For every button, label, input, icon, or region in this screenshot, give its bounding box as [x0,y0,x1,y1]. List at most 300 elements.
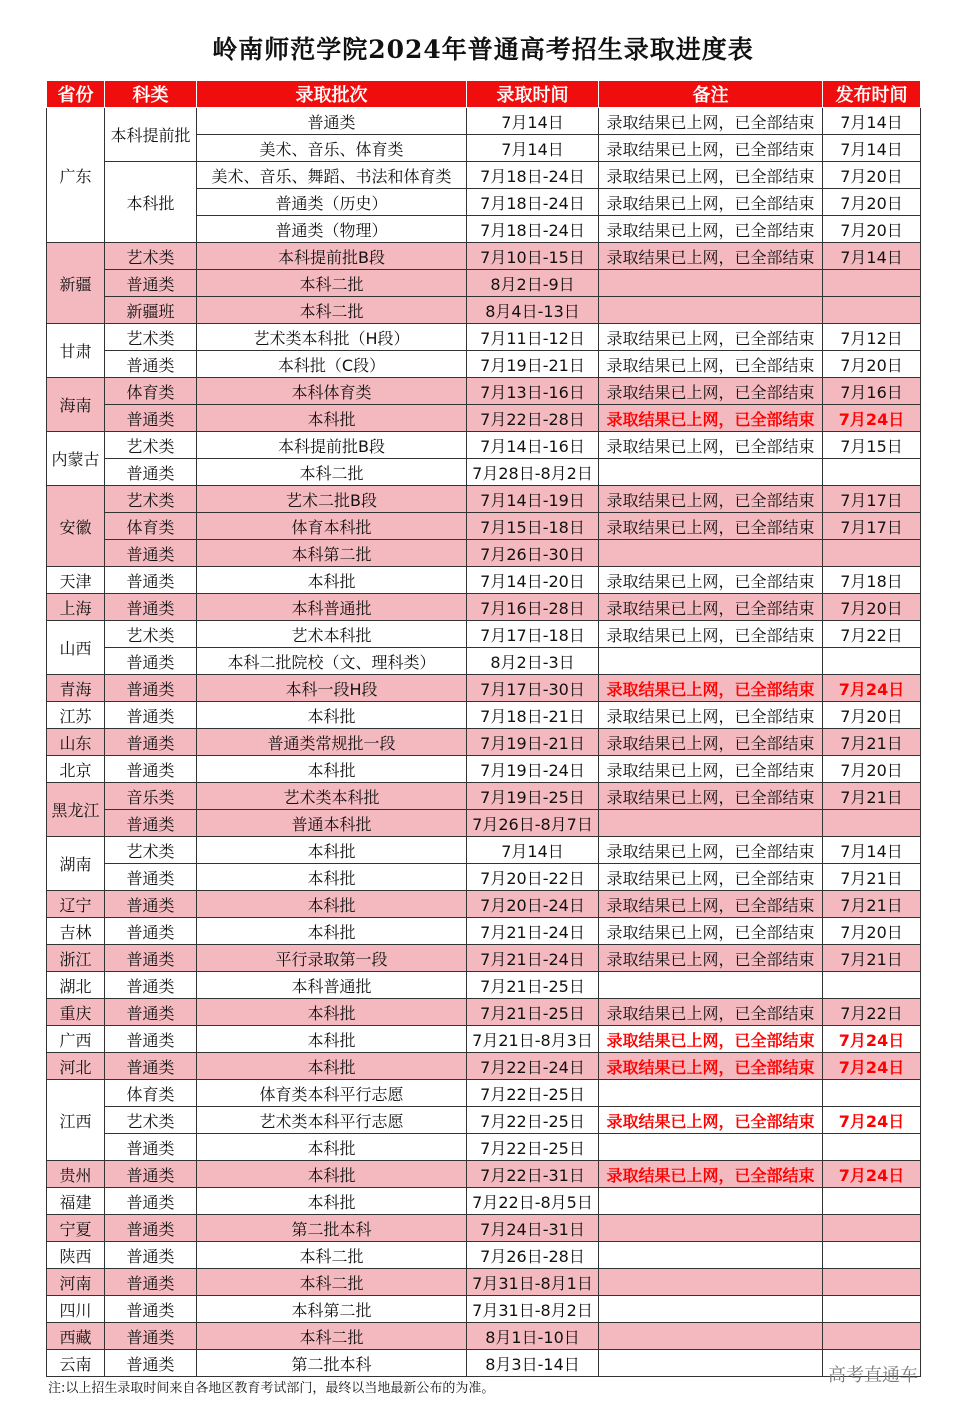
province-cell: 重庆 [47,999,105,1026]
time-cell: 7月22日-31日 [467,1161,599,1188]
remark-cell: 录取结果已上网，已全部结束 [599,999,823,1026]
remark-cell: 录取结果已上网，已全部结束 [599,891,823,918]
publish-time-cell: 7月24日 [823,405,921,432]
remark-cell [599,270,823,297]
publish-time-cell: 7月18日 [823,567,921,594]
province-cell: 陕西 [47,1242,105,1269]
remark-cell: 录取结果已上网，已全部结束 [599,108,823,135]
province-cell: 内蒙古 [47,432,105,486]
batch-cell: 第二批本科 [197,1215,467,1242]
remark-cell: 录取结果已上网，已全部结束 [599,837,823,864]
table-row [47,351,921,378]
publish-time-cell [823,459,921,486]
remark-cell [599,1269,823,1296]
category-cell: 艺术类 [105,621,197,648]
publish-time-cell: 7月12日 [823,324,921,351]
publish-time-cell: 7月20日 [823,216,921,243]
time-cell: 7月26日-8月7日 [467,810,599,837]
remark-cell [599,1242,823,1269]
remark-cell: 录取结果已上网，已全部结束 [599,162,823,189]
category-cell: 艺术类 [105,1107,197,1134]
time-cell: 7月14日 [467,135,599,162]
time-cell: 7月19日-25日 [467,783,599,810]
publish-time-cell: 7月22日 [823,999,921,1026]
table-row [47,810,921,837]
category-cell: 体育类 [105,1080,197,1107]
remark-cell: 录取结果已上网，已全部结束 [599,324,823,351]
batch-cell: 体育本科批 [197,513,467,540]
table-row [47,297,921,324]
time-cell: 7月19日-21日 [467,729,599,756]
category-cell: 普通类 [105,567,197,594]
publish-time-cell [823,1215,921,1242]
table-row [47,729,921,756]
footnote: 注:以上招生录取时间来自各地区教育考试部门，最终以当地最新公布的为准。 [48,1381,495,1396]
header-remark: 备注 [599,81,823,108]
publish-time-cell: 7月20日 [823,189,921,216]
header-batch: 录取批次 [197,81,467,108]
province-cell: 贵州 [47,1161,105,1188]
batch-cell: 美术、音乐、体育类 [197,135,467,162]
batch-cell: 本科批 [197,864,467,891]
time-cell: 7月16日-28日 [467,594,599,621]
batch-cell: 本科批 [197,405,467,432]
batch-cell: 本科普通批 [197,972,467,999]
batch-cell: 本科一段H段 [197,675,467,702]
batch-cell: 本科批 [197,999,467,1026]
table-row [47,567,921,594]
time-cell: 7月20日-24日 [467,891,599,918]
table-row [47,972,921,999]
time-cell: 7月24日-31日 [467,1215,599,1242]
remark-cell [599,1296,823,1323]
batch-cell: 本科批 [197,702,467,729]
time-cell: 7月10日-15日 [467,243,599,270]
batch-cell: 本科批 [197,1188,467,1215]
remark-cell [599,459,823,486]
time-cell: 7月21日-25日 [467,999,599,1026]
publish-time-cell [823,1269,921,1296]
remark-cell [599,1215,823,1242]
province-cell: 安徽 [47,486,105,567]
publish-time-cell [823,297,921,324]
table-row [47,891,921,918]
batch-cell: 本科批 [197,918,467,945]
category-cell: 艺术类 [105,324,197,351]
category-cell: 普通类 [105,1161,197,1188]
time-cell: 7月22日-25日 [467,1134,599,1161]
time-cell: 7月26日-28日 [467,1242,599,1269]
category-cell: 普通类 [105,756,197,783]
batch-cell: 本科二批 [197,1323,467,1350]
time-cell: 7月17日-18日 [467,621,599,648]
publish-time-cell: 7月15日 [823,432,921,459]
time-cell: 7月11日-12日 [467,324,599,351]
category-cell: 普通类 [105,459,197,486]
publish-time-cell: 7月24日 [823,1107,921,1134]
remark-cell: 录取结果已上网，已全部结束 [599,189,823,216]
category-cell: 音乐类 [105,783,197,810]
time-cell: 7月18日-24日 [467,216,599,243]
batch-cell: 本科普通批 [197,594,467,621]
province-cell: 福建 [47,1188,105,1215]
batch-cell: 本科批 [197,1134,467,1161]
province-cell: 甘肃 [47,324,105,378]
time-cell: 7月18日-24日 [467,189,599,216]
batch-cell: 本科批（C段） [197,351,467,378]
remark-cell [599,1188,823,1215]
remark-cell [599,540,823,567]
category-cell: 普通类 [105,729,197,756]
remark-cell: 录取结果已上网，已全部结束 [599,513,823,540]
category-cell: 艺术类 [105,837,197,864]
batch-cell: 艺术类本科平行志愿 [197,1107,467,1134]
remark-cell: 录取结果已上网，已全部结束 [599,594,823,621]
batch-cell: 本科批 [197,1053,467,1080]
header-province: 省份 [47,81,105,108]
table-header-row [47,81,921,108]
time-cell: 7月22日-25日 [467,1080,599,1107]
publish-time-cell: 7月17日 [823,513,921,540]
time-cell: 7月17日-30日 [467,675,599,702]
table-row [47,621,921,648]
publish-time-cell: 7月14日 [823,243,921,270]
publish-time-cell: 7月21日 [823,891,921,918]
province-cell: 宁夏 [47,1215,105,1242]
category-cell: 普通类 [105,702,197,729]
table-row [47,459,921,486]
publish-time-cell: 7月16日 [823,378,921,405]
publish-time-cell: 7月20日 [823,918,921,945]
province-cell: 新疆 [47,243,105,324]
publish-time-cell: 7月24日 [823,1161,921,1188]
publish-time-cell: 7月21日 [823,864,921,891]
batch-cell: 本科二批 [197,1269,467,1296]
time-cell: 7月26日-30日 [467,540,599,567]
table-row [47,432,921,459]
batch-cell: 普通类（历史） [197,189,467,216]
province-cell: 海南 [47,378,105,432]
publish-time-cell: 7月20日 [823,594,921,621]
publish-time-cell: 7月20日 [823,351,921,378]
category-cell: 普通类 [105,864,197,891]
category-cell: 普通类 [105,1296,197,1323]
category-cell: 本科提前批 [105,108,197,162]
province-cell: 河南 [47,1269,105,1296]
table-row [47,594,921,621]
remark-cell [599,972,823,999]
header-category: 科类 [105,81,197,108]
remark-cell: 录取结果已上网，已全部结束 [599,243,823,270]
time-cell: 8月4日-13日 [467,297,599,324]
publish-time-cell: 7月20日 [823,756,921,783]
page-title: 岭南师范学院2024年普通高考招生录取进度表 [212,35,754,64]
remark-cell: 录取结果已上网，已全部结束 [599,729,823,756]
table-row [47,864,921,891]
province-cell: 天津 [47,567,105,594]
time-cell: 7月18日-24日 [467,162,599,189]
remark-cell: 录取结果已上网，已全部结束 [599,783,823,810]
category-cell: 普通类 [105,270,197,297]
category-cell: 普通类 [105,351,197,378]
table-row [47,1080,921,1107]
table-row [47,999,921,1026]
publish-time-cell: 7月21日 [823,729,921,756]
province-cell: 浙江 [47,945,105,972]
table-row [47,648,921,675]
publish-time-cell: 7月20日 [823,162,921,189]
category-cell: 艺术类 [105,486,197,513]
batch-cell: 普通类 [197,108,467,135]
province-cell: 山西 [47,621,105,675]
category-cell: 艺术类 [105,432,197,459]
remark-cell: 录取结果已上网，已全部结束 [599,486,823,513]
table-row [47,324,921,351]
remark-cell: 录取结果已上网，已全部结束 [599,351,823,378]
category-cell: 艺术类 [105,243,197,270]
publish-time-cell: 7月24日 [823,1026,921,1053]
publish-time-cell [823,1242,921,1269]
table-row [47,1350,921,1377]
time-cell: 8月2日-9日 [467,270,599,297]
table-row [47,1161,921,1188]
batch-cell: 本科批 [197,756,467,783]
category-cell: 体育类 [105,513,197,540]
batch-cell: 本科二批 [197,270,467,297]
batch-cell: 本科第二批 [197,540,467,567]
time-cell: 7月18日-21日 [467,702,599,729]
publish-time-cell: 7月20日 [823,702,921,729]
batch-cell: 本科批 [197,567,467,594]
table-row [47,243,921,270]
remark-cell: 录取结果已上网，已全部结束 [599,216,823,243]
batch-cell: 本科二批 [197,297,467,324]
batch-cell: 本科批 [197,1026,467,1053]
time-cell: 7月21日-24日 [467,945,599,972]
remark-cell: 录取结果已上网，已全部结束 [599,1161,823,1188]
time-cell: 8月3日-14日 [467,1350,599,1377]
remark-cell: 录取结果已上网，已全部结束 [599,567,823,594]
category-cell: 普通类 [105,1269,197,1296]
remark-cell: 录取结果已上网，已全部结束 [599,405,823,432]
category-cell: 普通类 [105,594,197,621]
remark-cell: 录取结果已上网，已全部结束 [599,378,823,405]
remark-cell: 录取结果已上网，已全部结束 [599,675,823,702]
time-cell: 7月14日-16日 [467,432,599,459]
province-cell: 湖北 [47,972,105,999]
batch-cell: 本科提前批B段 [197,243,467,270]
time-cell: 7月28日-8月2日 [467,459,599,486]
province-cell: 北京 [47,756,105,783]
remark-cell: 录取结果已上网，已全部结束 [599,1107,823,1134]
time-cell: 7月19日-24日 [467,756,599,783]
time-cell: 7月21日-24日 [467,918,599,945]
category-cell: 普通类 [105,945,197,972]
batch-cell: 本科提前批B段 [197,432,467,459]
remark-cell: 录取结果已上网，已全部结束 [599,621,823,648]
table-row [47,1242,921,1269]
time-cell: 7月20日-22日 [467,864,599,891]
publish-time-cell: 7月21日 [823,945,921,972]
table-row [47,1296,921,1323]
table-row [47,108,921,135]
table-row [47,837,921,864]
category-cell: 普通类 [105,1026,197,1053]
category-cell: 普通类 [105,540,197,567]
category-cell: 体育类 [105,378,197,405]
province-cell: 云南 [47,1350,105,1377]
time-cell: 7月22日-28日 [467,405,599,432]
remark-cell [599,648,823,675]
category-cell: 普通类 [105,891,197,918]
publish-time-cell [823,270,921,297]
publish-time-cell [823,1323,921,1350]
publish-time-cell [823,1080,921,1107]
province-cell: 广东 [47,108,105,243]
remark-cell: 录取结果已上网，已全部结束 [599,432,823,459]
time-cell: 8月1日-10日 [467,1323,599,1350]
publish-time-cell [823,540,921,567]
time-cell: 7月14日-20日 [467,567,599,594]
time-cell: 7月13日-16日 [467,378,599,405]
time-cell: 7月22日-24日 [467,1053,599,1080]
time-cell: 7月14日 [467,108,599,135]
category-cell: 普通类 [105,972,197,999]
table-row [47,1107,921,1134]
table-row [47,513,921,540]
category-cell: 普通类 [105,1188,197,1215]
publish-time-cell: 7月17日 [823,486,921,513]
table-row [47,270,921,297]
province-cell: 黑龙江 [47,783,105,837]
remark-cell [599,1323,823,1350]
remark-cell: 录取结果已上网，已全部结束 [599,756,823,783]
remark-cell: 录取结果已上网，已全部结束 [599,918,823,945]
province-cell: 湖南 [47,837,105,891]
table-row [47,1215,921,1242]
category-cell: 普通类 [105,999,197,1026]
time-cell: 7月31日-8月2日 [467,1296,599,1323]
remark-cell [599,297,823,324]
remark-cell [599,1134,823,1161]
publish-time-cell: 7月22日 [823,621,921,648]
time-cell: 7月22日-8月5日 [467,1188,599,1215]
province-cell: 江西 [47,1080,105,1161]
table-row [47,486,921,513]
table-row [47,1026,921,1053]
province-cell: 青海 [47,675,105,702]
province-cell: 江苏 [47,702,105,729]
remark-cell: 录取结果已上网，已全部结束 [599,1026,823,1053]
category-cell: 本科批 [105,162,197,243]
table-row [47,1134,921,1161]
category-cell: 普通类 [105,1242,197,1269]
publish-time-cell: 7月14日 [823,135,921,162]
batch-cell: 本科二批 [197,1242,467,1269]
category-cell: 普通类 [105,675,197,702]
time-cell: 7月15日-18日 [467,513,599,540]
batch-cell: 本科批 [197,837,467,864]
table-row [47,162,921,189]
category-cell: 普通类 [105,1350,197,1377]
remark-cell [599,1350,823,1377]
table-row [47,702,921,729]
category-cell: 普通类 [105,648,197,675]
batch-cell: 普通类（物理） [197,216,467,243]
province-cell: 吉林 [47,918,105,945]
remark-cell [599,810,823,837]
batch-cell: 本科第二批 [197,1296,467,1323]
time-cell: 7月14日 [467,837,599,864]
batch-cell: 艺术类本科批 [197,783,467,810]
admission-table [46,80,921,1377]
remark-cell: 录取结果已上网，已全部结束 [599,864,823,891]
header-publish-time: 发布时间 [823,81,921,108]
publish-time-cell: 7月24日 [823,1053,921,1080]
batch-cell: 本科体育类 [197,378,467,405]
time-cell: 7月31日-8月1日 [467,1269,599,1296]
table-row [47,1323,921,1350]
time-cell: 7月22日-25日 [467,1107,599,1134]
publish-time-cell: 7月24日 [823,675,921,702]
table-row [47,675,921,702]
table-row [47,783,921,810]
batch-cell: 本科二批院校（文、理科类） [197,648,467,675]
table-row [47,1269,921,1296]
category-cell: 普通类 [105,918,197,945]
batch-cell: 普通类常规批一段 [197,729,467,756]
batch-cell: 本科批 [197,1161,467,1188]
table-body [47,108,921,1377]
category-cell: 普通类 [105,1134,197,1161]
publish-time-cell [823,972,921,999]
time-cell: 7月21日-8月3日 [467,1026,599,1053]
remark-cell: 录取结果已上网，已全部结束 [599,945,823,972]
province-cell: 四川 [47,1296,105,1323]
batch-cell: 体育类本科平行志愿 [197,1080,467,1107]
publish-time-cell: 7月14日 [823,108,921,135]
province-cell: 辽宁 [47,891,105,918]
time-cell: 7月14日-19日 [467,486,599,513]
category-cell: 新疆班 [105,297,197,324]
publish-time-cell [823,1188,921,1215]
batch-cell: 艺术类本科批（H段） [197,324,467,351]
province-cell: 广西 [47,1026,105,1053]
table-row [47,540,921,567]
publish-time-cell [823,1134,921,1161]
batch-cell: 普通本科批 [197,810,467,837]
batch-cell: 本科批 [197,891,467,918]
publish-time-cell: 7月14日 [823,837,921,864]
province-cell: 西藏 [47,1323,105,1350]
remark-cell: 录取结果已上网，已全部结束 [599,135,823,162]
watermark: 高考直通车 [828,1365,918,1386]
publish-time-cell [823,1296,921,1323]
category-cell: 普通类 [105,1323,197,1350]
batch-cell: 艺术二批B段 [197,486,467,513]
province-cell: 河北 [47,1053,105,1080]
province-cell: 上海 [47,594,105,621]
time-cell: 7月21日-25日 [467,972,599,999]
table-row [47,378,921,405]
table-row [47,1188,921,1215]
publish-time-cell [823,648,921,675]
publish-time-cell [823,810,921,837]
batch-cell: 本科二批 [197,459,467,486]
time-cell: 8月2日-3日 [467,648,599,675]
table-row [47,405,921,432]
batch-cell: 平行录取第一段 [197,945,467,972]
